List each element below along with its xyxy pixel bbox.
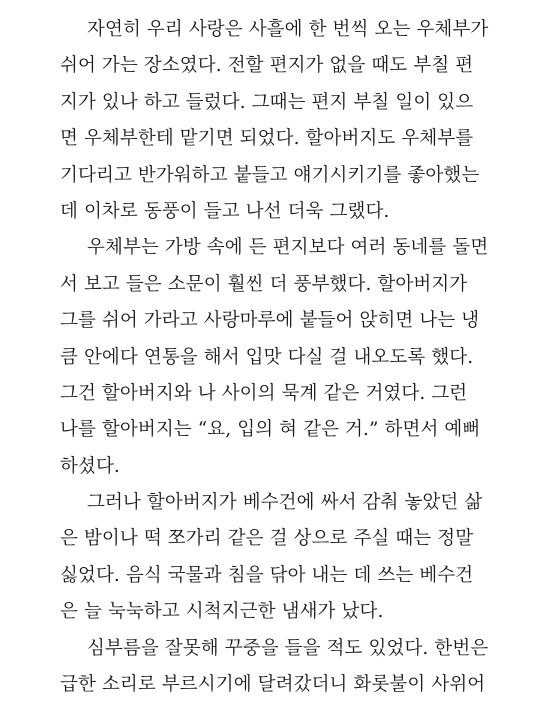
text-line: 면 우체부한테 맡기면 되었다. 할아버지도 우체부를: [60, 128, 474, 150]
text-line: 심부름을 잘못해 꾸중을 들을 적도 있었다. 한번은: [87, 637, 489, 659]
text-line: 은 밤이나 떡 쪼가리 같은 걸 상으로 주실 때는 정말: [60, 528, 474, 550]
text-line: 그건 할아버지와 나 사이의 묵계 같은 거였다. 그런: [60, 382, 468, 404]
text-line: 기다리고 반가워하고 붙들고 얘기시키기를 좋아했는: [60, 164, 480, 186]
text-line: 데 이차로 동풍이 들고 나선 더욱 그랬다.: [60, 200, 390, 222]
text-line: 지가 있나 하고 들렀다. 그때는 편지 부칠 일이 있으: [60, 91, 474, 113]
text-line: 그를 쉬어 가라고 사랑마루에 붙들어 앉히면 나는 냉: [60, 310, 480, 332]
text-line: 은 늘 눅눅하고 시척지근한 냄새가 났다.: [60, 601, 384, 623]
text-line: 급한 소리로 부르시기에 달려갔더니 화롯불이 사위어: [60, 674, 486, 696]
text-line: 서 보고 들은 소문이 훨씬 더 풍부했다. 할아버지가: [60, 273, 468, 295]
text-line: 큼 안에다 연통을 해서 입맛 다실 걸 내오도록 했다.: [60, 346, 474, 368]
text-line: 우체부는 가방 속에 든 편지보다 여러 동네를 돌면: [87, 237, 489, 259]
text-line: 하셨다.: [60, 455, 120, 477]
text-line: 쉬어 가는 장소였다. 전할 편지가 없을 때도 부칠 편: [60, 55, 474, 77]
text-line: 자연히 우리 사랑은 사흘에 한 번씩 오는 우체부가: [87, 19, 489, 40]
text-line: 싫었다. 음식 국물과 침을 닦아 내는 데 쓰는 베수건: [60, 564, 474, 586]
text-line: 나를 할아버지는 “요, 입의 혀 같은 거.” 하면서 예뻐: [60, 419, 481, 441]
body-text: [60, 12, 530, 703]
text-line: 그러나 할아버지가 베수건에 싸서 감춰 놓았던 삶: [87, 492, 483, 514]
